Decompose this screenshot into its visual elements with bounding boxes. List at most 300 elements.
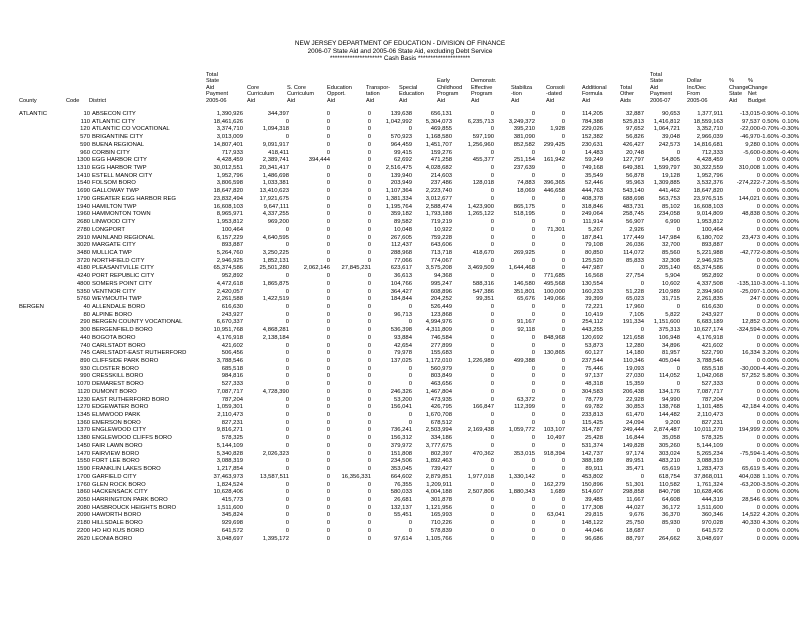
cell-core: 2,138,184 [262, 334, 289, 341]
cell-stab: 1,928 [550, 126, 565, 133]
cell-consol: 152,382 [581, 134, 603, 141]
cell-pct_state: 0.00% [762, 419, 779, 426]
cell-consol: 130,554 [581, 280, 603, 287]
cell-dollar: 310,008 [738, 165, 760, 172]
cell-code: 1450 [76, 442, 90, 449]
cell-score: 0 [326, 427, 330, 434]
cell-ecpa: 0 [490, 273, 494, 280]
cell-consol: 120,692 [581, 334, 603, 341]
cell-eoa: 0 [367, 396, 371, 403]
cell-sped: 1,670,708 [425, 412, 452, 419]
cell-sped: 426,795 [430, 404, 452, 411]
cell-ecpa: 0 [490, 311, 494, 318]
table-row [0, 435, 800, 443]
cell-pct_state: 0.10% [762, 141, 779, 148]
cell-other: 5,822 [665, 311, 680, 318]
table-row [0, 505, 800, 513]
cell-score: 0 [326, 149, 330, 156]
cell-addl: 61,470 [625, 412, 644, 419]
table-row [0, 204, 800, 212]
cell-ecpa: 0 [490, 535, 494, 542]
cell-demo: 0 [531, 350, 535, 357]
cell-district: HAMMONTON TOWN [92, 211, 151, 218]
cell-demo: 499,388 [513, 358, 535, 364]
cell-sped: 214,603 [430, 172, 452, 179]
cell-dollar: -22,000 [740, 126, 760, 133]
cell-sped: 237,486 [430, 180, 452, 187]
cell-pct_state: 0.00% [762, 527, 779, 534]
table-row [0, 273, 800, 281]
cell-code: 890 [80, 358, 90, 364]
cell-eoa: 0 [367, 157, 371, 164]
cell-core: 4,337,255 [262, 211, 289, 218]
cell-consol: 78,779 [584, 396, 603, 403]
cell-consol: 249,064 [581, 211, 603, 218]
cell-stab: 130,865 [543, 350, 565, 357]
cell-total0607: 1,101,485 [696, 404, 723, 411]
cell-sped: 1,172,010 [425, 358, 452, 364]
cell-sped: 473,935 [430, 396, 452, 403]
cell-core: 2,026,323 [262, 450, 289, 457]
cell-addl: 44,027 [625, 504, 644, 511]
cell-pct_state: 0.00% [762, 296, 779, 303]
cell-demo: 91,167 [516, 319, 535, 326]
cell-total0506: 984,816 [221, 373, 243, 380]
cell-transp: 77,066 [393, 257, 412, 264]
cell-stab: 0 [561, 496, 565, 503]
cell-ecpa: 0 [490, 412, 494, 419]
cell-total0506: 5,144,109 [216, 442, 243, 449]
cell-transp: 0 [408, 373, 412, 380]
cell-demo: 0 [531, 496, 535, 503]
cell-eoa: 0 [367, 496, 371, 503]
cell-score: 0 [326, 280, 330, 287]
cell-pct_net: 0.10% [782, 234, 799, 241]
cell-pct_net: 0.10% [782, 118, 799, 125]
cell-pct_net: 0.00% [782, 342, 799, 349]
table-row [0, 211, 800, 219]
cell-code: 960 [80, 149, 90, 156]
cell-pct_net: -0.50% [780, 249, 799, 256]
cell-total0607: 23,976,515 [693, 195, 723, 202]
cell-eoa: 0 [367, 219, 371, 226]
cell-dollar: 12,852 [741, 319, 760, 326]
cell-sped: 713,718 [430, 249, 452, 256]
cell-consol: 447,987 [581, 265, 603, 272]
cell-addl: 483,731 [622, 203, 644, 210]
cell-total0607: 787,204 [701, 396, 723, 403]
cell-addl: 89,951 [625, 458, 644, 465]
cell-total0607: 37,868,011 [693, 473, 723, 480]
cell-ecpa: 588,316 [472, 280, 494, 287]
cell-score: 0 [326, 496, 330, 503]
cell-stab: 0 [561, 219, 565, 226]
cell-other: 35,058 [661, 435, 680, 442]
cell-pct_net: 0.30% [782, 373, 799, 380]
cell-code: 930 [80, 365, 90, 372]
cell-core: 0 [285, 273, 289, 280]
cell-total0607: 1,953,812 [696, 219, 723, 226]
cell-dollar: 0 [756, 303, 760, 310]
cell-pct_net: 0.00% [782, 489, 799, 496]
cell-ecpa: 0 [490, 165, 494, 172]
cell-dollar: 0 [756, 219, 760, 226]
cell-pct_state: 0.00% [762, 435, 779, 442]
cell-eoa: 0 [367, 141, 371, 148]
cell-demo: 237,639 [513, 165, 535, 172]
table-row [0, 350, 800, 358]
cell-sped: 1,467,804 [425, 388, 452, 395]
cell-code: 10 [83, 111, 90, 117]
cell-sped: 204,252 [430, 296, 452, 303]
cell-total0506: 1,059,301 [216, 404, 243, 411]
cell-dollar: 28,546 [741, 496, 760, 503]
cell-dollar: 97,537 [741, 118, 760, 125]
cell-core: 0 [285, 520, 289, 527]
cell-district: GLEN ROCK BORO [92, 481, 146, 488]
cell-demo: 0 [531, 435, 535, 442]
cell-sped: 1,168,580 [425, 134, 452, 141]
cell-pct_state: 5.40% [762, 466, 779, 473]
cell-stab: 0 [561, 458, 565, 465]
cell-consol: 142,737 [581, 450, 603, 457]
cell-demo: 381,090 [513, 134, 535, 141]
cell-sped: 719,219 [430, 219, 452, 226]
table-row [0, 397, 800, 405]
cell-other: 563,753 [658, 195, 680, 202]
cell-ecpa: 166,847 [472, 404, 494, 411]
cell-sped: 123,868 [430, 311, 452, 318]
cell-score: 0 [326, 180, 330, 187]
cell-district: BUENA REGIONAL [92, 141, 145, 148]
cell-dollar: 0 [756, 265, 760, 272]
cell-consol: 254,112 [582, 319, 603, 326]
cell-core: 13,410,623 [259, 188, 289, 195]
cell-total0506: 37,463,973 [213, 473, 243, 480]
cell-demo: 1,880,343 [508, 489, 535, 496]
cell-dollar: 0 [756, 342, 760, 349]
cell-core: 9,647,111 [263, 203, 289, 210]
cell-consol: 75,446 [584, 365, 603, 372]
cell-dollar: 42,184 [741, 404, 760, 411]
column-header-core: Core Curriculum Aid [247, 84, 275, 104]
cell-sped: 526,449 [430, 303, 452, 310]
cell-ecpa: 0 [490, 111, 494, 117]
cell-ecpa: 0 [490, 149, 494, 156]
column-header-dollar: Dollar Inc/Dec From 2005-06 [687, 78, 708, 104]
cell-total0607: 14,816,681 [693, 141, 723, 148]
cell-code: 1410 [76, 172, 90, 179]
cell-ecpa: 0 [490, 381, 494, 388]
table-row [0, 520, 800, 528]
cell-sped: 4,004,188 [425, 489, 452, 496]
cell-dollar: 0 [756, 458, 760, 465]
cell-code: 2080 [76, 504, 90, 511]
cell-score: 0 [326, 458, 330, 465]
cell-consol: 125,520 [581, 257, 603, 264]
cell-addl: 15,359 [625, 381, 644, 388]
cell-core: 0 [285, 373, 289, 380]
cell-addl: 525,813 [622, 118, 644, 125]
cell-consol: 52,446 [584, 180, 603, 187]
cell-eoa: 0 [367, 327, 371, 334]
cell-total0607: 16,608,103 [693, 203, 723, 210]
cell-consol: 230,631 [581, 141, 603, 148]
table-row [0, 250, 800, 258]
column-header-pct_net: % Change Net Budget [748, 78, 768, 104]
cell-district: CLOSTER BORO [92, 365, 139, 372]
cell-total0607: 952,892 [701, 273, 723, 280]
cell-total0506: 1,511,600 [217, 504, 243, 511]
cell-pct_net: 0.20% [782, 512, 799, 519]
cell-transp: 0 [408, 381, 412, 388]
cell-demo: 269,925 [513, 249, 535, 256]
cell-code: 1860 [76, 489, 90, 496]
cell-pct_net: -1.10% [780, 280, 799, 287]
cell-pct_net: 0.00% [782, 226, 799, 233]
cell-sped: 4,311,809 [426, 327, 452, 334]
cell-pct_net: 0.00% [782, 435, 799, 442]
cell-pct_net: -0.10% [780, 111, 799, 117]
cell-score: 0 [326, 242, 330, 249]
cell-eoa: 0 [367, 358, 371, 364]
cell-total0506: 7,087,717 [216, 388, 243, 395]
cell-district: HO HO KUS BORO [92, 527, 145, 534]
cell-district: FOLSOM BORO [92, 180, 136, 187]
cell-addl: 14,180 [625, 350, 644, 357]
cell-demo: 0 [531, 257, 535, 264]
cell-code: 120 [80, 126, 90, 133]
cell-total0607: 4,176,918 [696, 334, 723, 341]
cell-dollar: -75,594 [740, 450, 760, 457]
cell-sped: 643,606 [430, 242, 452, 249]
cell-transp: 2,516,475 [385, 165, 412, 172]
cell-stab: 0 [561, 249, 565, 256]
cell-addl: 26,036 [625, 242, 644, 249]
cell-dollar: 0 [756, 388, 760, 395]
cell-transp: 132,137 [390, 504, 412, 511]
cell-total0506: 4,176,918 [216, 334, 243, 341]
table-row [0, 304, 800, 312]
cell-total0506: 3,806,598 [216, 180, 243, 187]
cell-transp: 536,398 [390, 327, 412, 334]
cell-core: 0 [285, 134, 289, 141]
cell-sped: 10,922 [433, 226, 452, 233]
cell-pct_state: 6.90% [762, 496, 779, 503]
table-row [0, 219, 800, 227]
cell-stab: 0 [561, 412, 565, 419]
cell-addl: 2,926 [629, 226, 644, 233]
cell-ecpa: 0 [490, 188, 494, 195]
cell-demo: 0 [531, 481, 535, 488]
cell-other: 0 [676, 303, 680, 310]
cell-total0607: 893,887 [701, 242, 723, 249]
cell-total0607: 10,011,270 [693, 427, 723, 434]
cell-core: 1,094,318 [262, 126, 289, 133]
cell-consol: 53,873 [584, 342, 603, 349]
cell-sped: 1,105,766 [425, 535, 452, 542]
cell-district: GREATER EGG HARBOR REG [92, 195, 177, 202]
cell-core: 20,341,417 [259, 165, 289, 172]
cell-stab: 0 [561, 327, 565, 334]
table-row [0, 366, 800, 374]
cell-demo: 1,644,468 [508, 265, 535, 272]
cell-stab: 0 [561, 172, 565, 179]
cell-code: 1070 [76, 381, 90, 388]
cell-sped: 5,304,073 [425, 118, 452, 125]
cell-stab: 149,066 [543, 296, 565, 303]
cell-consol: 96,686 [584, 535, 603, 542]
cell-score: 0 [326, 342, 330, 349]
cell-other: 0 [676, 365, 680, 372]
cell-addl: 24,094 [625, 419, 644, 426]
cell-pct_net: 0.00% [782, 419, 799, 426]
cell-pct_state: 0.20% [762, 319, 779, 326]
cell-score: 2,062,146 [303, 265, 330, 272]
cell-stab: 495,568 [543, 280, 565, 287]
cell-score: 0 [326, 535, 330, 542]
cell-core: 0 [285, 381, 289, 388]
cell-ecpa: 0 [490, 481, 494, 488]
cell-other: 441,462 [658, 188, 680, 195]
cell-code: 4180 [76, 265, 90, 272]
cell-consol: 72,221 [584, 303, 603, 310]
cell-score: 0 [326, 134, 330, 141]
cell-total0607: 827,231 [701, 419, 723, 426]
cell-score: 0 [326, 111, 330, 117]
cell-district: ALPINE BORO [92, 311, 132, 318]
cell-demo: 63,372 [516, 396, 535, 403]
cell-code: 590 [80, 141, 90, 148]
cell-district: LEONIA BORO [92, 535, 133, 542]
cell-dollar: 14,522 [741, 512, 760, 519]
cell-demo: 0 [531, 172, 535, 179]
cell-total0506: 506,456 [221, 350, 243, 357]
cell-other: 39,048 [661, 134, 680, 141]
cell-demo: 0 [531, 195, 535, 202]
cell-demo: 0 [531, 303, 535, 310]
table-row [0, 265, 800, 273]
cell-total0607: 9,014,809 [696, 211, 723, 218]
cell-consol: 14,483 [584, 149, 603, 156]
cell-total0506: 787,204 [221, 396, 243, 403]
cell-score: 0 [326, 319, 330, 326]
cell-sped: 165,993 [430, 512, 452, 519]
cell-transp: 62,692 [393, 157, 412, 164]
cell-stab: 0 [561, 388, 565, 395]
cell-consol: 408,378 [581, 195, 603, 202]
cell-other: 0 [676, 381, 680, 388]
cell-other: 0 [676, 226, 680, 233]
cell-pct_net: 0.00% [782, 157, 799, 164]
cell-code: 80 [83, 311, 90, 318]
cell-total0607: 2,966,039 [696, 134, 723, 141]
cell-pct_state: 0.00% [762, 489, 779, 496]
cell-pct_state: 0.00% [762, 219, 779, 226]
cell-stab: 162,279 [543, 481, 565, 488]
cell-score: 0 [326, 404, 330, 411]
cell-transp: 623,617 [390, 265, 412, 272]
cell-stab: 1,689 [550, 489, 565, 496]
cell-other: 1,064,721 [653, 126, 680, 133]
cell-total0506: 952,892 [221, 273, 243, 280]
cell-dollar: 65,619 [741, 466, 760, 473]
cell-sped: 471,258 [430, 157, 452, 164]
cell-ecpa: 0 [490, 319, 494, 326]
cell-district: DUMONT BORO [92, 388, 137, 395]
cell-score: 0 [326, 435, 330, 442]
cell-code: 1230 [76, 396, 90, 403]
cell-addl: 20,748 [625, 149, 644, 156]
cell-score: 0 [326, 334, 330, 341]
cell-ecpa: 0 [490, 242, 494, 249]
cell-stab: 0 [561, 504, 565, 511]
cell-code: 1960 [76, 211, 90, 218]
cell-demo: 0 [531, 311, 535, 318]
cell-stab: 71,301 [546, 226, 565, 233]
cell-demo: 0 [531, 365, 535, 372]
cell-addl: 191,334 [622, 319, 644, 326]
cell-ecpa: 2,169,438 [467, 427, 494, 434]
cell-score: 0 [326, 226, 330, 233]
cell-eoa: 0 [367, 334, 371, 341]
cell-demo: 74,883 [516, 180, 535, 187]
cell-eoa: 0 [367, 296, 371, 303]
cell-total0506: 641,572 [221, 527, 243, 534]
cell-sped: 1,892,463 [425, 458, 452, 465]
cell-eoa: 0 [367, 535, 371, 542]
cell-total0506: 415,773 [221, 496, 243, 503]
table-row [0, 242, 800, 250]
cell-pct_net: 0.00% [782, 319, 799, 326]
cell-eoa: 0 [367, 273, 371, 280]
cell-dollar: 16,334 [741, 350, 760, 357]
table-row [0, 512, 800, 520]
cell-dollar: 0 [756, 157, 760, 164]
cell-sped: 277,899 [430, 342, 452, 349]
table-row [0, 443, 800, 451]
cell-stab: 0 [561, 211, 565, 218]
table-row [0, 281, 800, 289]
cell-ecpa: 3,469,509 [467, 265, 494, 272]
cell-core: 9,091,917 [262, 141, 289, 148]
cell-other: 205,140 [658, 265, 680, 272]
cell-transp: 104,766 [390, 280, 412, 287]
cell-pct_state: 4.20% [762, 512, 779, 519]
cell-dollar: 0 [756, 412, 760, 419]
cell-pct_state: 0.00% [762, 188, 779, 195]
cell-dollar: 0 [756, 358, 760, 364]
cell-other: 234,058 [658, 211, 680, 218]
cell-ecpa: 2,507,806 [467, 489, 494, 496]
cell-total0607: 1,511,600 [697, 504, 723, 511]
cell-pct_state: 0.60% [762, 195, 779, 202]
cell-core: 0 [285, 365, 289, 372]
cell-eoa: 16,356,331 [341, 473, 371, 480]
cell-total0506: 5,340,828 [216, 450, 243, 457]
cell-total0506: 616,630 [221, 303, 243, 310]
cell-pct_net: 0.00% [782, 358, 799, 364]
cell-eoa: 0 [367, 427, 371, 434]
cell-pct_state: -1.00% [760, 288, 779, 295]
cell-demo: 0 [531, 273, 535, 280]
cell-total0607: 641,572 [701, 527, 723, 534]
cell-other: 65,619 [661, 466, 680, 473]
cell-stab: 299,425 [543, 141, 565, 148]
cell-transp: 664,602 [390, 473, 412, 480]
cell-transp: 151,808 [390, 450, 412, 457]
cell-other: 1,416,812 [653, 118, 680, 125]
